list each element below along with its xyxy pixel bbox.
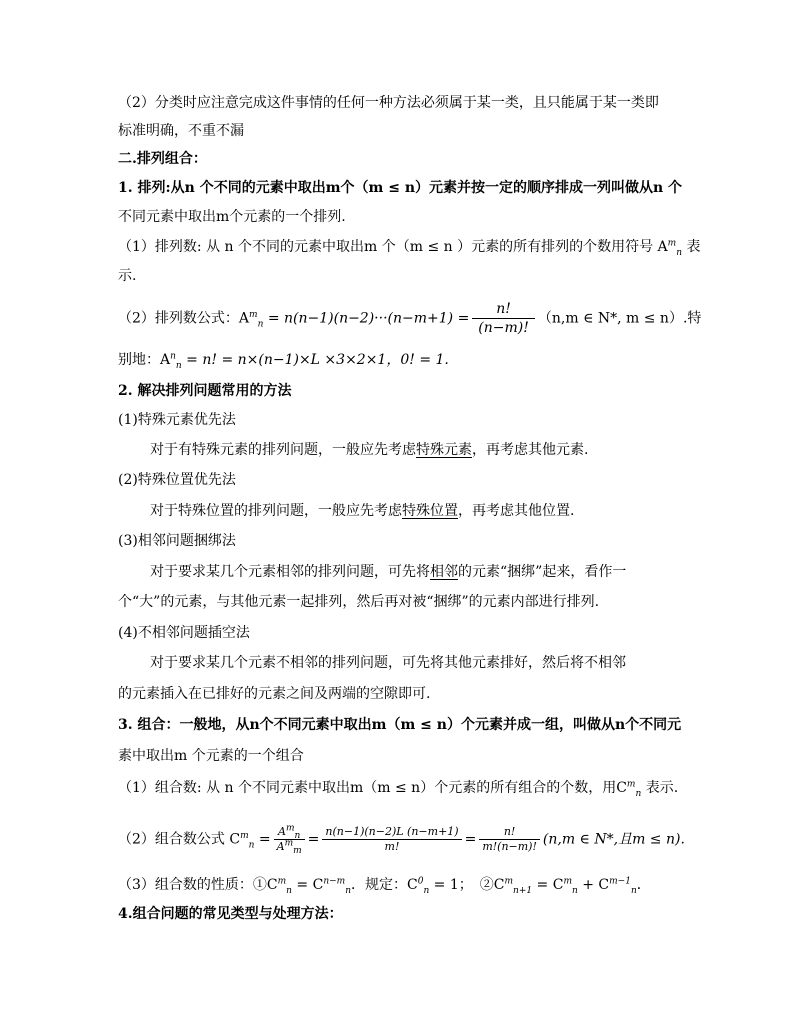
text-run: 的元素“捆绑”起来，看作一: [458, 564, 627, 580]
fraction-denominator: m!(n−m)!: [479, 839, 540, 854]
symbol-sub: n: [572, 885, 578, 896]
formula-fraction-b: [322, 825, 461, 854]
combination-number-definition: [118, 778, 678, 798]
definition-combination: [118, 715, 681, 735]
symbol-sup: m: [240, 830, 249, 841]
definition-combination-cont: 素中取出m 个元素的一个组合: [118, 748, 304, 764]
symbol-sub: n: [286, 885, 292, 896]
text-run: A: [276, 840, 285, 853]
symbol-sup: m−1: [609, 876, 631, 887]
permutation-formula: [118, 300, 701, 337]
symbol-sub: n: [175, 360, 182, 371]
permutation-number-definition-cont: 示.: [118, 268, 137, 284]
method-2-body: [150, 501, 574, 521]
underlined-term: 特殊位置: [402, 503, 458, 519]
formula-fraction-c: [479, 825, 540, 854]
fraction-numerator: n(n−1)(n−2)L (n−m+1): [325, 825, 459, 838]
fraction-denominator: [274, 838, 305, 857]
special-case-formula: = n! = n×(n−1)×L ×3×2×1，0! = 1.: [181, 352, 449, 368]
method-2-title: (2)特殊位置优先法: [118, 472, 236, 488]
text-run: ．规定：C: [350, 877, 418, 893]
text-run: A: [277, 825, 286, 838]
text-run: =: [464, 831, 477, 848]
permutation-special-case: [118, 350, 449, 370]
paragraph-classification-note: （2）分类时应注意完成这件事情的任何一种方法必须属于某一类，且只能属于某一类即: [118, 95, 659, 111]
fraction-denominator: m!: [322, 839, 461, 854]
combination-formula: [118, 823, 685, 857]
text-run: 对于特殊位置的排列问题，一般应先考虑: [150, 503, 402, 519]
symbol-sub: n: [257, 319, 264, 330]
method-3-body: [150, 562, 626, 582]
text-run: = C: [532, 877, 564, 893]
fraction-denominator: (n−m)!: [472, 318, 535, 337]
method-4-title: (4)不相邻问题插空法: [118, 625, 250, 641]
text-run: ，再考虑其他元素.: [472, 442, 589, 458]
symbol-sub: m: [293, 846, 302, 857]
symbol-sup: m: [285, 823, 295, 834]
symbol-sup: m: [667, 238, 677, 249]
symbol-sup: m: [504, 876, 514, 887]
symbol-sub: n: [248, 840, 255, 851]
method-3-title: (3)相邻问题捆绑法: [118, 533, 236, 549]
permutation-number-text: （1）排列数: 从 n 个不同的元素中取出m 个（m ≤ n ）元素的所有排列的个数用符号 A: [118, 239, 668, 255]
heading-permutation-methods: 2. 解决排列问题常用的方法: [118, 383, 292, 399]
formula-product: = n(n−1)(n−2)···(n−m+1) =: [263, 310, 470, 327]
text-run: =: [254, 831, 271, 848]
text-run: ，再考虑其他位置.: [458, 503, 575, 519]
text-run: ．: [636, 877, 651, 893]
text-run: 表示.: [641, 780, 679, 796]
definition-permutation-text: 1. 排列:从n 个不同的元素中取出m个（m ≤ n）元素并按一定的顺序排成一列叫做从n 个: [118, 180, 683, 196]
section-heading-permutation-combination: 二.排列组合：: [118, 151, 207, 167]
definition-permutation-cont: 不同元素中取出m个元素的一个排列.: [118, 209, 346, 225]
symbol-sup: 0: [417, 876, 424, 887]
text-run: + C: [577, 877, 610, 893]
text-run: = C: [291, 877, 324, 893]
method-3-body-cont: 个“大”的元素，与其他元素一起排列，然后再对被“捆绑”的元素内部进行排列.: [118, 594, 600, 610]
heading-combination-problem-types: 4.组合问题的常见类型与处理方法：: [118, 906, 343, 922]
symbol-sup: m: [277, 876, 287, 887]
symbol-sub: n: [676, 247, 682, 258]
formula-fraction: [472, 300, 535, 337]
method-1-body: [150, 440, 588, 460]
method-4-body-cont: 的元素插入在已排好的元素之间及两端的空隙即可.: [118, 686, 431, 702]
symbol-sup: n: [170, 351, 176, 362]
text-run: 对于有特殊元素的排列问题，一般应先考虑: [150, 442, 416, 458]
underlined-term: 特殊元素: [416, 442, 472, 458]
formula-fraction-a: [274, 823, 305, 857]
text-run: （1）组合数: 从 n 个不同元素中取出m（m ≤ n）个元素的所有组合的个数，用C: [118, 780, 627, 796]
symbol-sub: n: [294, 831, 301, 842]
permutation-number-tail: 表: [682, 239, 701, 255]
definition-combination-text: 3. 组合：一般地，从n个不同元素中取出m（m ≤ n）个元素并成一组，叫做从n个不同元: [118, 717, 682, 733]
symbol-sup: m: [249, 309, 258, 320]
paragraph-classification-note-cont: 标准明确，不重不漏: [118, 123, 244, 139]
symbol-sub: n: [423, 885, 430, 896]
definition-permutation: [118, 178, 682, 198]
special-case-head: 别地：A: [118, 352, 171, 368]
fraction-numerator: n!: [496, 301, 511, 317]
fraction-numerator: n!: [503, 825, 516, 838]
method-4-body: 对于要求某几个元素不相邻的排列问题，可先将其他元素排好，然后将不相邻: [150, 655, 626, 671]
symbol-sub: n: [345, 885, 351, 896]
text-run: （2）组合数公式 C: [118, 831, 241, 848]
text-run: = 1； ②C: [429, 877, 505, 893]
symbol-sub: n: [630, 885, 637, 896]
text-run: 对于要求某几个元素相邻的排列问题，可先将: [150, 564, 430, 580]
underlined-term: 相邻: [430, 564, 458, 580]
permutation-number-definition: [118, 237, 700, 257]
text-run: （3）组合数的性质：①C: [118, 877, 278, 893]
fraction-numerator: [274, 823, 305, 842]
symbol-sup: m: [284, 838, 294, 849]
symbol-sub: n: [635, 788, 642, 799]
symbol-sub: n+1: [513, 885, 533, 896]
text-run: =: [307, 831, 320, 848]
symbol-sup: m: [563, 876, 572, 887]
symbol-sup: n−m: [323, 876, 346, 887]
combination-properties: [118, 875, 651, 895]
formula-head: （2）排列数公式：A: [118, 310, 250, 327]
symbol-sup: m: [626, 779, 636, 790]
method-1-title: (1)特殊元素优先法: [118, 412, 236, 428]
formula-condition: （n,m ∈ N*, m ≤ n）.特: [537, 310, 702, 327]
formula-condition: (n,m ∈ N*,且m ≤ n).: [542, 831, 685, 848]
